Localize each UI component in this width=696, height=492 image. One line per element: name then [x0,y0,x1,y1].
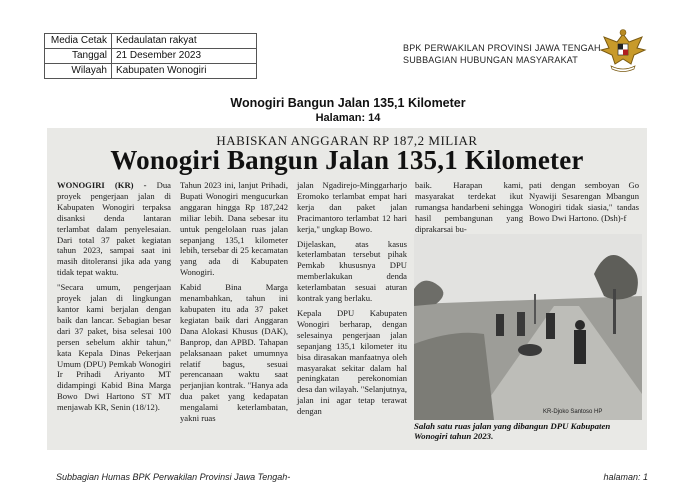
media-info-row [45,34,257,49]
document-title: Wonogiri Bangun Jalan 135,1 Kilometer [230,96,466,110]
article-dateline: WONOGIRI (KR) - [57,180,147,190]
article-paragraph: baik. Harapan kami, masyarakat terdekat ikut rumangsa handarbeni sehingga hasil pembangunan yang diprakarsai bu- [415,180,523,234]
region-label: Wilayah [45,64,112,79]
photo-caption: Salah satu ruas jalan yang dibangun DPU Kabupaten Wonogiri tahun 2023. [414,421,611,441]
article-column-3 [297,180,407,417]
media-label: Media Cetak [45,34,112,49]
article-paragraph: jalan Ngadirejo-Minggarharjo Eromoko terlambat empat hari kerja dan paket jalan Pracimantoro terlambat 12 hari kerja," ungkap Bowo. [297,180,407,234]
newspaper-clipping [47,128,647,450]
garuda-emblem-icon [598,28,648,74]
media-info-table [44,33,257,79]
region-value: Kabupaten Wonogiri [112,64,257,79]
organization-block [403,42,601,66]
article-text: Dua proyek pengerjaan jalan di Kabupaten Wonogiri terpaksa disanksi denda lantaran terlambat dalam penyelesaian. Dari total 37 paket kegiatan tahun 2023, sampai saat ini masih ditoleransi jika ada yang tidak tepat waktu. [57,180,171,278]
footer-source: Subbagian Humas BPK Perwakilan Provinsi Jawa Tengah- [56,472,291,482]
article-paragraph: Tahun 2023 ini, lanjut Prihadi, Bupati Wonogiri mengucurkan anggaran hingga Rp 187,242 miliar lebih. Dana sebesar itu untuk pengelolaan ruas jalan sepanjang 135,1 kilometer lebih, tersebar di 25 kecamatan yang ada di Kabupaten Wonogiri. [180,180,288,278]
photo-credit: KR-Djoko Santoso HP [543,409,603,415]
article-paragraph: pati dengan semboyan Go Nyawiji Sesarengan Mbangun Wonogiri tidak siasia," tandas Bowo Dwi Hartono. (Dsh)-f [529,180,639,223]
media-value: Kedaulatan rakyat [112,34,257,49]
article-column-5 [529,180,639,224]
region-info-row [45,64,257,79]
road-photo [414,234,642,420]
article-kicker: HABISKAN ANGGARAN RP 187,2 MILIAR [216,133,478,148]
date-value: 21 Desember 2023 [112,49,257,64]
footer-page-number: halaman: 1 [603,472,648,482]
article-paragraph: Kabid Bina Marga menambahkan, tahun ini kabupaten itu ada 37 paket kegiatan baik dari Anggaran Dana Alokasi Khusus (DAK), Banprop, dan APBD. Tahapan pelaksanaan paket umumnya relatif bagus, sesuai perencanaan waktu saat perjanjian kontrak. "Hanya ada dua paket yang kedapatan mengalami keterlambatan, yakni ruas [180,282,288,424]
article-column-1 [57,180,171,413]
article-paragraph: "Secara umum, pengerjaan proyek jalan di lingkungan kantor kami berjalan dengan baik dan lancar. Sebagian besar dari 37 paket, bisa selesai 100 persen sebelum akhir tahun," kata Kepala Dinas Pekerjaan Umum (DPU) Pemkab Wonogiri Ir Prihadi Ariyanto MT didampingi Kabid Bina Marga Bowo Dwi Hartono ST MT menjawab KR, Senin (18/12). [57,282,171,413]
date-label: Tanggal [45,49,112,64]
date-info-row [45,49,257,64]
organization-unit: SUBBAGIAN HUBUNGAN MASYARAKAT [403,55,578,65]
document-page-number: Halaman: 14 [315,112,381,124]
article-paragraph [57,180,171,278]
organization-name: BPK PERWAKILAN PROVINSI JAWA TENGAH [403,43,601,53]
article-headline: Wonogiri Bangun Jalan 135,1 Kilometer [110,145,584,175]
article-column-2 [180,180,288,424]
article-column-4 [415,180,523,235]
article-paragraph: Dijelaskan, atas kasus keterlambatan tersebut pihak Pemkab khususnya DPU memberlakukan denda keterlambatan sesuai aturan kontrak yang berlaku. [297,238,407,304]
article-paragraph: Kepala DPU Kabupaten Wonogiri berharap, dengan selesainya pengerjaan jalan sepanjang 135,1 kilometer itu bisa dirasakan manfaatnya oleh masyarakat sekitar dalam hal peningkatan perekonomian desa dan wilayah. "Selanjutnya, jalan ini agar tetap terawat dengan [297,307,407,417]
